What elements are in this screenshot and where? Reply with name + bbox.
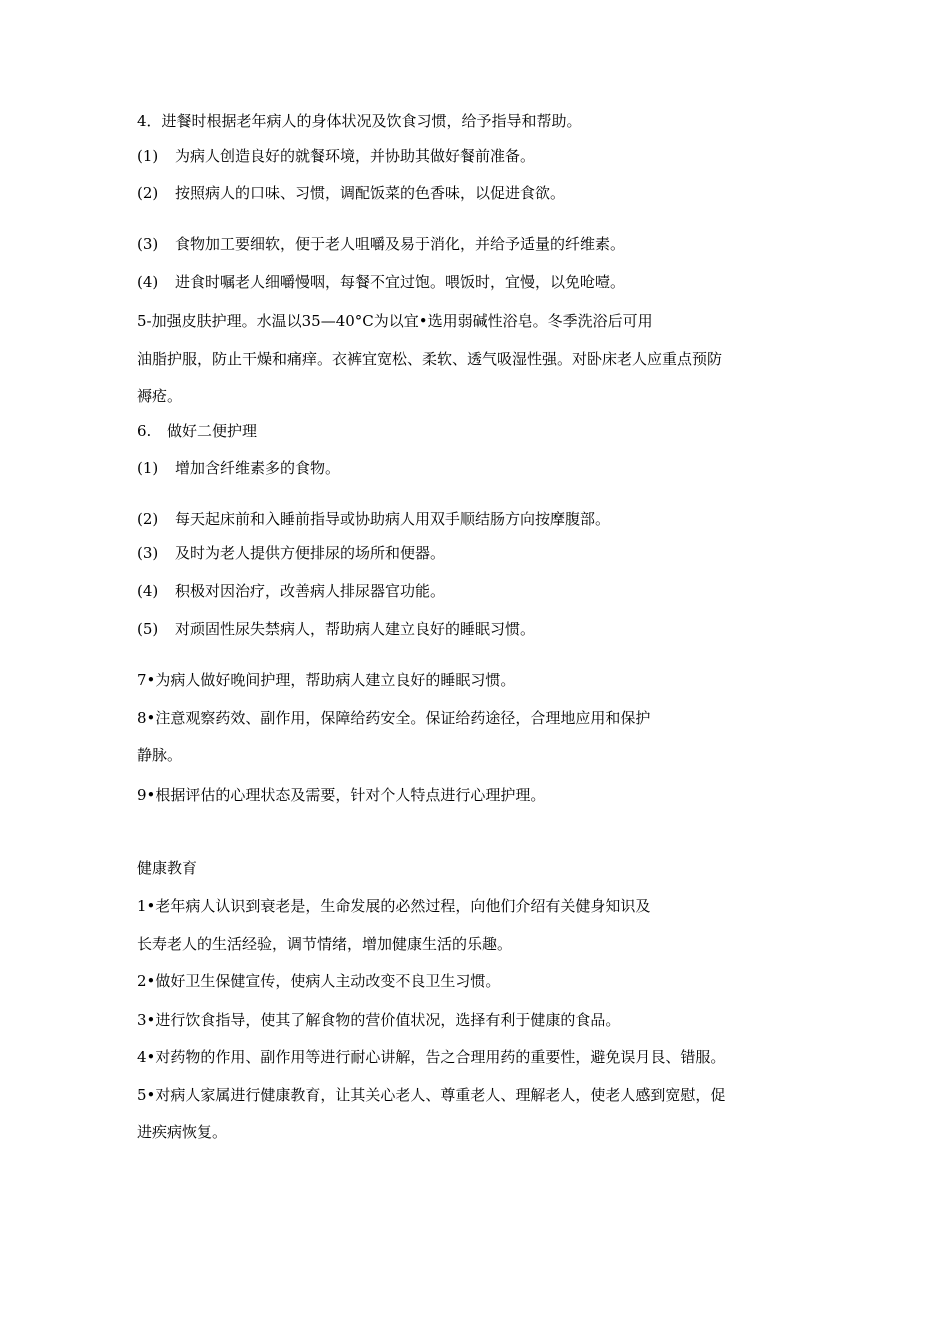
- item-number: 6.: [137, 422, 152, 440]
- sub-text: 进食时嘱老人细嚼慢咽，每餐不宜过饱。喂饭时，宜慢，以免呛噎。: [175, 273, 626, 291]
- sub-text: 食物加工要细软，便于老人咀嚼及易于消化，并给予适量的纤维素。: [175, 235, 626, 253]
- health-education-heading: 健康教育: [137, 859, 198, 877]
- item-6-sub-5: [137, 619, 535, 639]
- sub-number: (1): [137, 147, 159, 165]
- sub-text: 增加含纤维素多的食物。: [175, 459, 341, 477]
- item-8-line-2: 静脉。: [137, 746, 183, 764]
- item-9: 9•根据评估的心理状态及需要，针对个人特点进行心理护理。: [137, 786, 546, 804]
- item-5-line-1: 5-加强皮肤护理。水温以35—40°C为以宜•选用弱碱性浴皂。冬季洗浴后可用: [137, 312, 653, 330]
- health-line-4: 3•进行饮食指导，使其了解食物的营价值状况，选择有利于健康的食品。: [137, 1011, 621, 1029]
- item-4-title: 4．进餐时根据老年病人的身体状况及饮食习惯，给予指导和帮助。: [137, 112, 582, 130]
- item-4-sub-3: [137, 234, 625, 254]
- item-6-sub-3: [137, 543, 445, 563]
- health-line-1: 1•老年病人认识到衰老是，生命发展的必然过程，向他们介绍有关健身知识及: [137, 897, 651, 915]
- health-line-5: 4•对药物的作用、副作用等进行耐心讲解，告之合理用药的重要性，避免误月艮、错服。: [137, 1048, 726, 1066]
- item-8-line-1: 8•注意观察药效、副作用，保障给药安全。保证给药途径，合理地应用和保护: [137, 709, 651, 727]
- sub-number: (3): [137, 235, 159, 253]
- item-5-line-3: 褥疮。: [137, 387, 183, 405]
- item-4-sub-4: [137, 272, 625, 292]
- item-7: 7•为病人做好晚间护理，帮助病人建立良好的睡眠习惯。: [137, 671, 516, 689]
- health-line-2: 长寿老人的生活经验，调节情绪，增加健康生活的乐趣。: [137, 935, 513, 953]
- sub-text: 对顽固性尿失禁病人，帮助病人建立良好的睡眠习惯。: [175, 620, 536, 638]
- sub-number: (4): [137, 273, 159, 291]
- sub-number: (1): [137, 459, 159, 477]
- health-line-6: 5•对病人家属进行健康教育，让其关心老人、尊重老人、理解老人，使老人感到宽慰，促: [137, 1086, 726, 1104]
- sub-text: 及时为老人提供方便排尿的场所和便器。: [175, 544, 446, 562]
- item-4-sub-1: [137, 146, 535, 166]
- sub-number: (5): [137, 620, 159, 638]
- item-4-sub-2: [137, 183, 565, 203]
- sub-text: 积极对因治疗，改善病人排尿器官功能。: [175, 582, 446, 600]
- health-line-7: 进疾病恢复。: [137, 1123, 228, 1141]
- sub-text: 按照病人的口味、习惯，调配饭菜的色香味，以促进食欲。: [175, 184, 566, 202]
- health-line-3: 2•做好卫生保健宣传，使病人主动改变不良卫生习惯。: [137, 972, 501, 990]
- sub-number: (2): [137, 510, 159, 528]
- sub-number: (2): [137, 184, 159, 202]
- item-6-title: [137, 421, 257, 441]
- item-5-line-2: 油脂护服，防止干燥和痛痒。衣裤宜宽松、柔软、透气吸湿性强。对卧床老人应重点预防: [137, 350, 723, 368]
- item-title: 做好二便护理: [167, 422, 258, 440]
- sub-text: 为病人创造良好的就餐环境，并协助其做好餐前准备。: [175, 147, 536, 165]
- sub-number: (3): [137, 544, 159, 562]
- item-6-sub-2: [137, 509, 610, 529]
- item-6-sub-4: [137, 581, 445, 601]
- item-6-sub-1: [137, 458, 340, 478]
- sub-number: (4): [137, 582, 159, 600]
- sub-text: 每天起床前和入睡前指导或协助病人用双手顺结肠方向按摩腹部。: [175, 510, 611, 528]
